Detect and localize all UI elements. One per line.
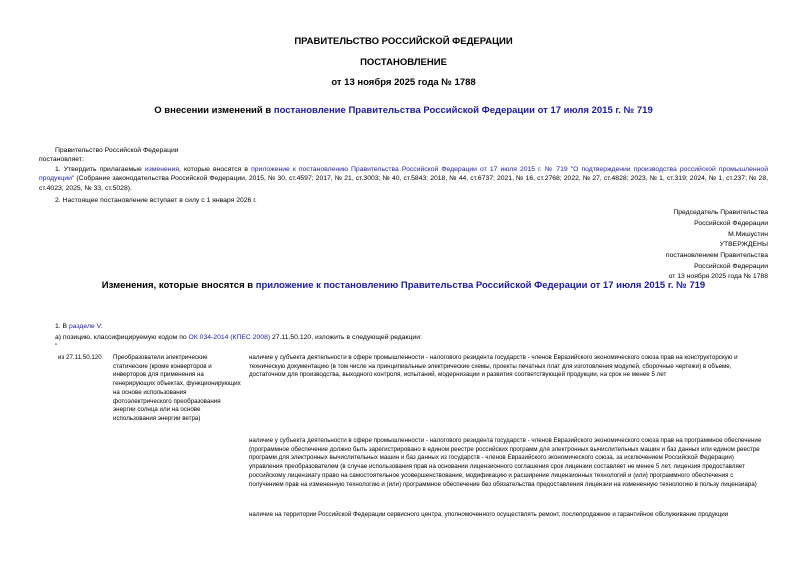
- table-requirement-2: наличие у субъекта деятельности в сфере промышленности - налогового резидента государств - членов Евразийского экономического союза прав на программное обеспечение (программное обеспечение должно быть зарегистрировано в едином реестре российских программ для электронных вычислительных машин и баз данных или едином реестре программ для электронных вычислительных машин и баз данных из государств - членов Евразийского экономического союза, за исключением Российской Федерации) управления преобразователем (в случае использования прав на основании лицензионного соглашения срок лицензии составляет не менее 5 лет, лицензия предоставляет российскому лицензиату право на самостоятельное усовершенствование, модификацию и расширение лицензионных технологий и (или) программного обеспечения с получением прав на измененную технологию и (или) программное обеспечение без обязательства предоставления лицензии на измененную технологию в пользу лицензиара): [249, 437, 762, 488]
- approval-line-1: УТВЕРЖДЕНЫ: [719, 241, 768, 248]
- date-number-heading: от 13 ноября 2025 года № 1788: [331, 77, 476, 88]
- table-name-cell: Преобразователи электрические статические (кроме конверторов и инверторов для применения на генерирующих объектах, функционирующих на основе использования фотоэлектрического преобразования энергии солнца или на основе использования энергии ветра): [113, 354, 241, 422]
- change-1a: [55, 333, 422, 342]
- change-1-text-b: :: [100, 323, 103, 330]
- doc-type-heading: ПОСТАНОВЛЕНИЕ: [360, 57, 447, 68]
- signature-title-1: Председатель Правительства: [673, 209, 768, 216]
- signature-name: М.Мишустин: [728, 231, 768, 238]
- table-requirement-1: наличие у субъекта деятельности в сфере промышленности - налогового резидента государств - членов Евразийского экономического союза прав на конструкторскую и техническую документацию (в том числе на принципиальные электрические схемы, проекты печатных плат для изготовления модулей, сборочные чертежи) в объеме, достаточном для производства, выходного контроля, испытаний, модернизации и развития соответствующей продукции, на срок не менее 5 лет: [249, 354, 738, 379]
- preamble-line-1: Правительство Российской Федерации: [55, 147, 179, 154]
- approval-line-2: постановлением Правительства: [665, 252, 768, 259]
- changes-title-link[interactable]: приложение к постановлению Правительства Российской Федерации от 17 июля 2015 г. № 719: [255, 280, 706, 291]
- preamble-line-2: постановляет:: [39, 156, 84, 163]
- table-requirement-3: наличие на территории Российской Федерации сервисного центра, уполномоченного осуществлять ремонт, послепродажное и гарантийное обслуживание продукции: [249, 511, 729, 518]
- table-code-cell: из 27.11.50.120: [58, 354, 102, 361]
- signature-title-2: Российской Федерации: [694, 220, 768, 227]
- title-decree-link[interactable]: постановление Правительства Российской Федерации от 17 июля 2015 г. № 719: [273, 105, 653, 116]
- changes-link[interactable]: изменения: [144, 166, 180, 173]
- okpd-link[interactable]: ОК 034-2014 (КПЕС 2008): [188, 334, 271, 341]
- item-1-text-c: (Собрание законодательства Российской Федерации, 2015, № 30, ст.4597; 2017, № 21, ст.3003; № 40, ст.5843; 2018, № 44, ст.6737; 2021, № 16, ст.2768; 2022, № 27, ст.4828; 2023, № 1, ст.319; 2024, № 1, ст.237; № 28, ст.4023; 2025, № 33, ст.5028).: [39, 175, 768, 192]
- item-1-text-a: 1. Утвердить прилагаемые: [55, 166, 145, 173]
- change-1: [55, 322, 103, 331]
- item-1-paragraph: [39, 165, 768, 193]
- document-title-prefix: О внесении изменений в: [154, 105, 274, 116]
- document-title: [0, 105, 807, 116]
- section-v-link[interactable]: разделе V: [68, 323, 101, 330]
- item-1-text-b: , которые вносятся в: [179, 166, 252, 173]
- opening-quote: ": [55, 343, 58, 350]
- appendix-link[interactable]: приложение к постановлению Правительства Российской Федерации от 17 июля 2015 г. № 719 "О подтверждении производства российской промышленной продукции": [39, 166, 768, 183]
- approval-line-3: Российской Федерации: [694, 263, 768, 270]
- change-1a-text-b: 27.11.50.120, изложить в следующей редакции:: [270, 334, 422, 341]
- changes-title-prefix: Изменения, которые вносятся в: [101, 280, 256, 291]
- change-1a-text-a: а) позицию, классифицируемую кодом по: [55, 334, 189, 341]
- change-1-text-a: 1. В: [55, 323, 69, 330]
- changes-title: [0, 280, 807, 291]
- item-2-paragraph: 2. Настоящее постановление вступает в силу с 1 января 2026 г.: [55, 197, 257, 204]
- government-heading: ПРАВИТЕЛЬСТВО РОССИЙСКОЙ ФЕДЕРАЦИИ: [294, 36, 513, 47]
- approval-line-4: от 13 ноября 2025 года № 1788: [668, 273, 768, 280]
